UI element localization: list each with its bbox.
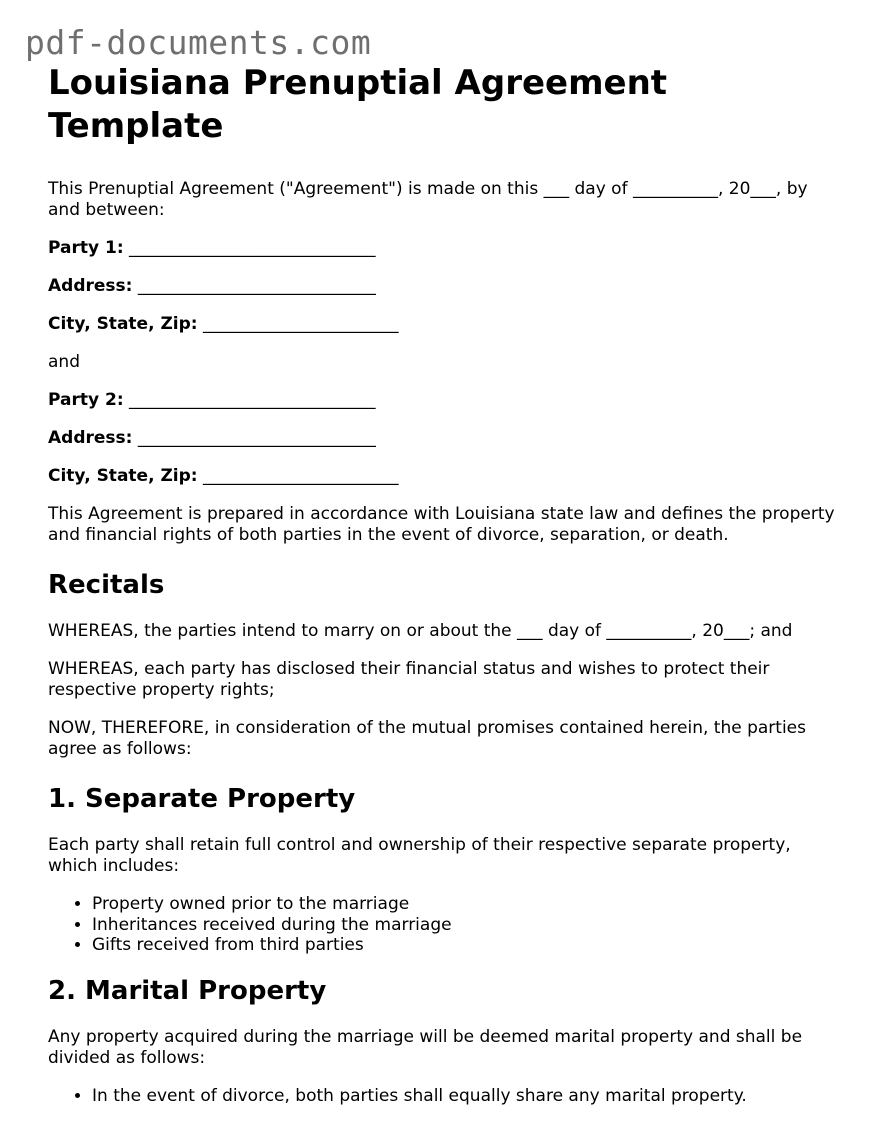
section1-list bbox=[48, 894, 838, 956]
section2-list bbox=[48, 1086, 838, 1107]
party1-address-blank: ____________________________ bbox=[132, 276, 376, 296]
list-item: • Property owned prior to the marriage bbox=[92, 894, 838, 915]
party1-blank: _____________________________ bbox=[123, 238, 376, 258]
section2-text: Any property acquired during the marriage will be deemed marital property and shall be divided as follows: bbox=[48, 1026, 803, 1068]
party1-city-blank: _______________________ bbox=[197, 314, 399, 334]
party1-label: Party 1: bbox=[48, 238, 124, 258]
party2-city-label: City, State, Zip: bbox=[48, 466, 198, 486]
list-item: • Inheritances received during the marriage bbox=[92, 915, 838, 936]
document-page bbox=[48, 62, 838, 1106]
accordance-paragraph: This Agreement is prepared in accordance with Louisiana state law and defines the property and financial rights of both parties in the event of divorce, separation, or death. bbox=[48, 504, 835, 545]
party2-blank: _____________________________ bbox=[123, 390, 376, 410]
recitals-heading: Recitals bbox=[48, 570, 165, 600]
whereas-1: WHEREAS, the parties intend to marry on or about the ___ day of __________, 20___; and bbox=[48, 621, 793, 641]
party2-address-blank: ____________________________ bbox=[132, 428, 376, 448]
whereas-2: WHEREAS, each party has disclosed their financial status and wishes to protect their respective property rights; bbox=[48, 659, 770, 700]
party2-city-blank: _______________________ bbox=[197, 466, 399, 486]
section1-text: Each party shall retain full control and ownership of their respective separate property, which includes: bbox=[48, 835, 791, 876]
party2-address-label: Address: bbox=[48, 428, 133, 448]
party1-city-line bbox=[48, 314, 838, 335]
section1-heading: 1. Separate Property bbox=[48, 784, 356, 814]
document-title: Louisiana Prenuptial Agreement Template bbox=[48, 63, 668, 146]
party1-line bbox=[48, 238, 838, 259]
party2-address-line bbox=[48, 428, 838, 449]
intro-paragraph: This Prenuptial Agreement ("Agreement") is made on this ___ day of __________, 20___, by and between: bbox=[48, 179, 808, 220]
party1-city-label: City, State, Zip: bbox=[48, 314, 198, 334]
and-text: and bbox=[48, 352, 80, 372]
party2-line bbox=[48, 390, 838, 411]
list-item: • In the event of divorce, both parties shall equally share any marital property. bbox=[92, 1086, 838, 1107]
watermark-text: pdf-documents.com bbox=[25, 23, 372, 62]
list-item: • Gifts received from third parties bbox=[92, 935, 838, 956]
section2-heading: 2. Marital Property bbox=[48, 975, 327, 1006]
now-therefore: NOW, THEREFORE, in consideration of the mutual promises contained herein, the parties agree as follows: bbox=[48, 718, 806, 759]
party2-label: Party 2: bbox=[48, 390, 124, 410]
party1-address-label: Address: bbox=[48, 276, 133, 296]
party1-address-line bbox=[48, 276, 838, 297]
party2-city-line bbox=[48, 466, 838, 487]
